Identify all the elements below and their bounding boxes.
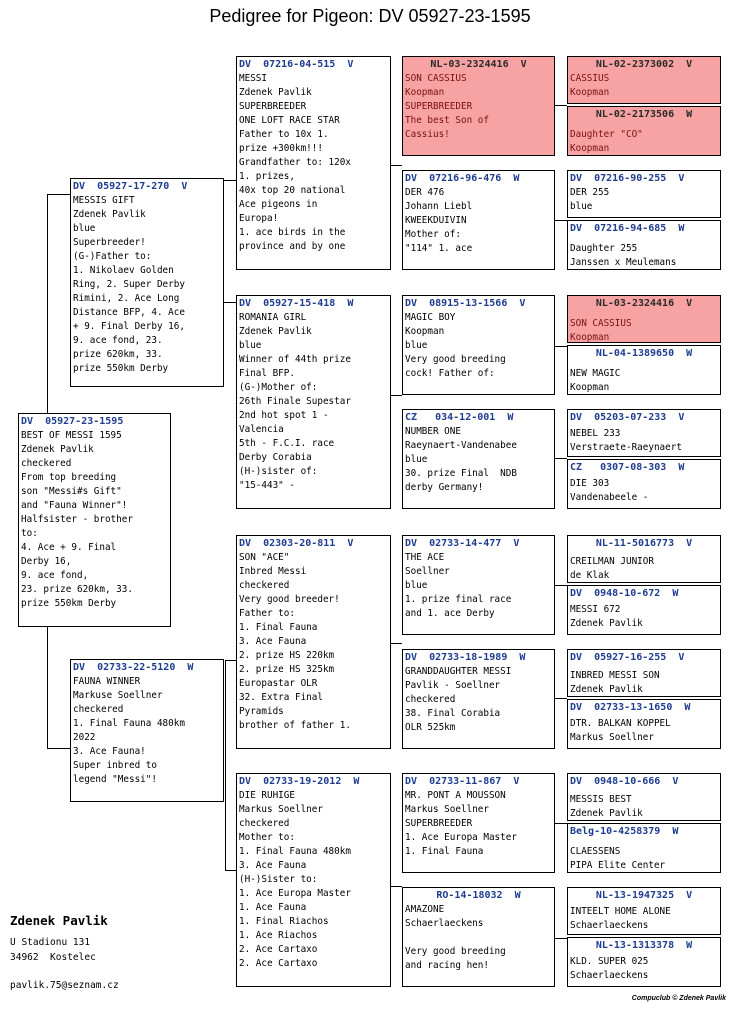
- page-title: Pedigree for Pigeon: DV 05927-23-1595: [209, 6, 531, 26]
- pigeon-details: BEST OF MESSI 1595 Zdenek Pavlik checkered From top breeding son "Messi#s Gift" and "Fauna Winner"! Halfsister - brother to: 4. Ace + 9. Final Derby 16, 9. ace fond, 23. prize 620km, 33. prize 550km Derby: [21, 430, 133, 609]
- pigeon-card-sdds[interactable]: [567, 409, 721, 457]
- pigeon-details: DIE 303 Vandenabeele -: [570, 478, 649, 503]
- ring-number: DV 05927-17-270 V: [73, 181, 188, 192]
- pigeon-details: DER 255 blue: [570, 187, 610, 212]
- pigeon-card-sdsd[interactable]: [567, 345, 721, 395]
- pigeon-details: CASSIUS Koopman: [570, 73, 610, 98]
- pigeon-card-sire[interactable]: [70, 178, 224, 387]
- pigeon-details: MR. PONT A MOUSSON Markus Soellner SUPERBREEDER 1. Ace Europa Master 1. Final Fauna: [405, 790, 517, 857]
- pigeon-card-dds[interactable]: [402, 773, 555, 873]
- pigeon-details: MESSI Zdenek Pavlik SUPERBREEDER ONE LOFT RACE STAR Father to 10x 1. prize +300km!!! Grandfather to: 120x 1. prizes, 40x top 20 national Ace pigeons in Europa! 1. ace birds in the province and by one: [239, 73, 351, 252]
- pigeon-card-dss[interactable]: [402, 535, 555, 635]
- ring-number: CZ 0307-08-303 W: [570, 462, 685, 473]
- pigeon-card-sss[interactable]: [402, 56, 555, 156]
- ring-number: DV 08915-13-1566 V: [405, 298, 526, 309]
- pigeon-details: THE ACE Soellner blue 1. prize final race and 1. ace Derby: [405, 552, 512, 619]
- ring-number: DV 05927-16-255 V: [570, 652, 685, 663]
- ring-number: NL-02-2373002 V: [595, 59, 693, 70]
- ring-number: DV 07216-04-515 V: [239, 59, 354, 70]
- ring-number: DV 05203-07-233 V: [570, 412, 685, 423]
- pigeon-details: DTR. BALKAN KOPPEL Markus Soellner: [570, 718, 671, 743]
- ring-number: DV 02733-14-477 V: [405, 538, 520, 549]
- ring-number: DV 07216-94-685 W: [570, 223, 685, 234]
- pigeon-card-ssss[interactable]: [567, 56, 721, 104]
- pigeon-details: MESSIS GIFT Zdenek Pavlik blue Superbreeder! (G-)Father to: 1. Nikolaev Golden Ring, 2. Super Derby Rimini, 2. Ace Long Distance BFP, 4. Ace + 9. Final Derby 16, 9. ace fond, 23. prize 620km, 33. prize 550km Derby: [73, 195, 185, 374]
- pigeon-details: DIE RUHIGE Markus Soellner checkered Mother to: 1. Final Fauna 480km 3. Ace Fauna (H-)Sister to: 1. Ace Europa Master 1. Ace Fauna 1. Final Riachos 1. Ace Riachos 2. Ace Cartaxo 2. Ace Cartaxo: [239, 790, 351, 969]
- pigeon-details: SON CASSIUS Koopman: [570, 318, 632, 343]
- pigeon-card-sds[interactable]: [402, 295, 555, 395]
- pigeon-card-ddd[interactable]: [402, 887, 555, 987]
- ring-number: DV 05927-23-1595: [21, 416, 124, 427]
- pigeon-card-sdss[interactable]: [567, 295, 721, 343]
- pigeon-details: INBRED MESSI SON Zdenek Pavlik: [570, 670, 660, 695]
- ring-number: DV 02733-18-1989 W: [405, 652, 526, 663]
- pigeon-details: INTEELT HOME ALONE Schaerlaeckens: [570, 906, 671, 931]
- ring-number: DV 0948-10-672 W: [570, 588, 679, 599]
- pigeon-card-subject[interactable]: [18, 413, 171, 627]
- pigeon-details: MESSIS BEST Zdenek Pavlik: [570, 794, 643, 819]
- pigeon-card-sire-sire[interactable]: [236, 56, 391, 270]
- ring-number: DV 05927-15-418 W: [239, 298, 354, 309]
- pigeon-card-ssd[interactable]: [402, 170, 555, 270]
- ring-number: DV 02733-19-2012 W: [239, 776, 360, 787]
- ring-number: DV 07216-90-255 V: [570, 173, 685, 184]
- pigeon-details: Daughter 255 Janssen x Meulemans: [570, 243, 677, 268]
- pigeon-card-dsds[interactable]: [567, 649, 721, 697]
- pigeon-card-sssd[interactable]: [567, 106, 721, 156]
- ring-number: CZ 034-12-001 W: [405, 412, 514, 423]
- owner-address-line2: 34962 Kostelec: [10, 952, 96, 963]
- pigeon-card-ddds[interactable]: [567, 887, 721, 935]
- footer-credit: Compuclub © Zdenek Pavlik: [631, 995, 726, 1002]
- owner-name: Zdenek Pavlik: [10, 913, 108, 928]
- ring-number: NL-02-2173506 W: [595, 109, 693, 120]
- pigeon-card-sire-dam[interactable]: [236, 295, 391, 509]
- pigeon-details: ROMANIA GIRL Zdenek Pavlik blue Winner of 44th prize Final BFP. (G-)Mother of: 26th Finale Supestar 2nd hot spot 1 - Valencia 5th - F.C.I. race Derby Corabia (H-)sister of: "15-443" -: [239, 312, 351, 491]
- pigeon-card-dam-dam[interactable]: [236, 773, 391, 987]
- ring-number: NL-13-1947325 V: [595, 890, 693, 901]
- pigeon-details: CLAESSENS PIPA Elite Center: [570, 846, 666, 871]
- ring-number: NL-13-1313378 W: [595, 940, 693, 951]
- pigeon-details: NEW MAGIC Koopman: [570, 368, 621, 393]
- pigeon-card-dssd[interactable]: [567, 585, 721, 635]
- pigeon-card-dam[interactable]: [70, 659, 224, 802]
- pigeon-details: NUMBER ONE Raeynaert-Vandenabee blue 30. prize Final NDB derby Germany!: [405, 426, 517, 493]
- ring-number: DV 02733-22-5120 W: [73, 662, 194, 673]
- pigeon-card-dsss[interactable]: [567, 535, 721, 583]
- pigeon-details: KLD. SUPER 025 Schaerlaeckens: [570, 956, 649, 981]
- pigeon-card-ssds[interactable]: [567, 170, 721, 218]
- ring-number: DV 02733-13-1650 W: [570, 702, 691, 713]
- pigeon-details: MAGIC BOY Koopman blue Very good breeding cock! Father of:: [405, 312, 506, 379]
- pigeon-details: AMAZONE Schaerlaeckens Very good breeding and racing hen!: [405, 904, 506, 971]
- ring-number: RO-14-18032 W: [436, 890, 521, 901]
- pigeon-card-sddd[interactable]: [567, 459, 721, 509]
- pigeon-details: SON "ACE" Inbred Messi checkered Very good breeder! Father to: 1. Final Fauna 3. Ace Fauna 2. prize HS 220km 2. prize HS 325km Europastar OLR 32. Extra Final Pyramids brother of father 1.: [239, 552, 351, 731]
- pigeon-details: MESSI 672 Zdenek Pavlik: [570, 604, 643, 629]
- pigeon-details: NEBEL 233 Verstraete-Raeynaert: [570, 428, 682, 453]
- ring-number: DV 02303-20-811 V: [239, 538, 354, 549]
- pigeon-details: CREILMAN JUNIOR de Klak: [570, 556, 654, 581]
- pigeon-card-dsd[interactable]: [402, 649, 555, 749]
- ring-number: DV 02733-11-867 V: [405, 776, 520, 787]
- pigeon-card-dam-sire[interactable]: [236, 535, 391, 749]
- ring-number: DV 0948-10-666 V: [570, 776, 679, 787]
- ring-number: NL-03-2324416 V: [430, 59, 527, 70]
- ring-number: NL-11-5016773 V: [595, 538, 693, 549]
- ring-number: NL-04-1389650 W: [595, 348, 693, 359]
- owner-email[interactable]: pavlik.75@seznam.cz: [10, 980, 119, 991]
- owner-address-line1: U Stadionu 131: [10, 937, 91, 948]
- ring-number: DV 07216-96-476 W: [405, 173, 520, 184]
- pigeon-card-sdd[interactable]: [402, 409, 555, 509]
- pigeon-details: DER 476 Johann Liebl KWEEKDUIVIN Mother of: "114" 1. ace: [405, 187, 473, 254]
- pigeon-details: SON CASSIUS Koopman SUPERBREEDER The best Son of Cassius!: [405, 73, 489, 140]
- ring-number: NL-03-2324416 V: [595, 298, 693, 309]
- pigeon-details: FAUNA WINNER Markuse Soellner checkered 1. Final Fauna 480km 2022 3. Ace Fauna! Super inbred to legend "Messi"!: [73, 676, 185, 785]
- ring-number: Belg-10-4258379 W: [570, 826, 679, 837]
- pigeon-details: Daughter "CO" Koopman: [570, 129, 643, 154]
- pigeon-details: GRANDDAUGHTER MESSI Pavlik - Soellner checkered 38. Final Corabia OLR 525km: [405, 666, 512, 733]
- pigeon-card-dddd[interactable]: [567, 937, 721, 987]
- pigeon-card-ddss[interactable]: [567, 773, 721, 821]
- pigeon-card-dsdd[interactable]: [567, 699, 721, 749]
- pigeon-card-ssdd[interactable]: [567, 220, 721, 270]
- pigeon-card-ddsd[interactable]: [567, 823, 721, 873]
